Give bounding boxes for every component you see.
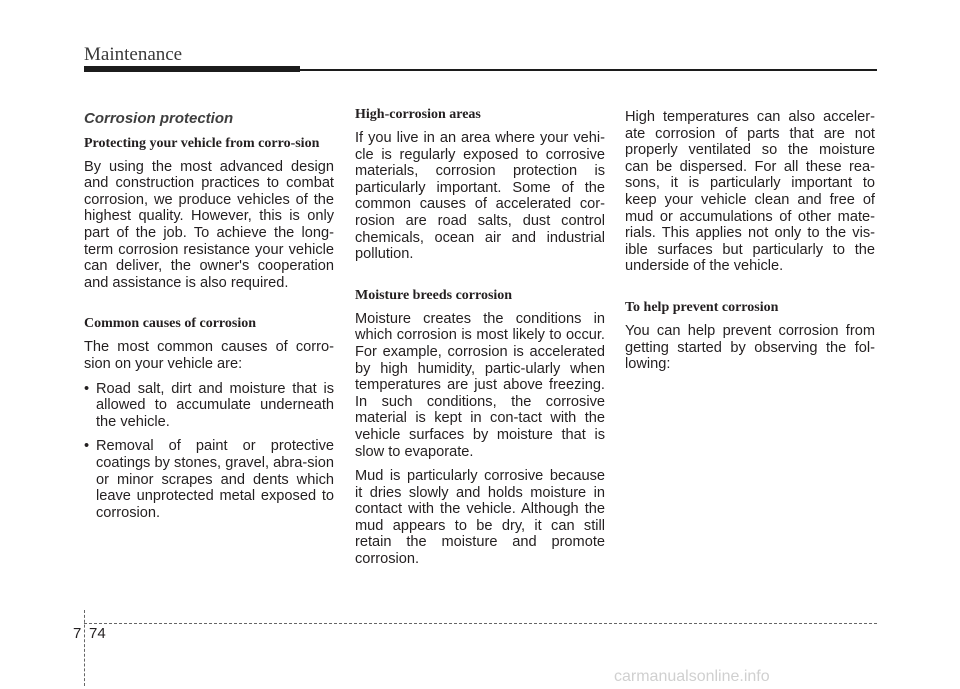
paragraph-protecting: By using the most advanced design and construction practices to combat corrosion, we produce vehicles of the highest quality. However, this is only part of the job. To achieve the long-term corrosion resistance your vehicle can deliver, the owner's cooperation and assistance is also required. bbox=[84, 158, 334, 291]
section-title: Corrosion protection bbox=[84, 110, 234, 127]
section-number: 7 bbox=[73, 625, 82, 642]
column-1 bbox=[84, 107, 334, 529]
paragraph-high-temperatures: High temperatures can also acceler-ate corrosion of parts that are not properly ventilated so the moisture can be dispersed. For all these rea-sons, it is particularly important to keep your vehicle clean and free of mud or accumulations of other mate-rials. This applies not only to the vis-ible surfaces but particularly to the underside of the vehicle. bbox=[625, 109, 875, 275]
page-header-title: Maintenance bbox=[84, 44, 183, 65]
subheading-protecting: Protecting your vehicle from corro-sion bbox=[84, 135, 320, 151]
header-rule-thin bbox=[300, 69, 877, 71]
page-number: 74 bbox=[89, 625, 106, 642]
bullet-icon: • bbox=[84, 380, 90, 397]
paragraph-common-causes: The most common causes of corro-sion on your vehicle are: bbox=[84, 339, 334, 372]
footer-divider bbox=[84, 623, 877, 624]
subheading-prevent: To help prevent corrosion bbox=[625, 299, 779, 315]
causes-list bbox=[84, 381, 334, 522]
list-item: • Removal of paint or protective coatings by stones, gravel, abra-sion or minor scrapes and dents which leave unprotected metal exposed to corrosion. bbox=[84, 438, 334, 521]
list-item: • Road salt, dirt and moisture that is allowed to accumulate underneath the vehicle. bbox=[84, 380, 334, 430]
column-3 bbox=[625, 109, 875, 381]
paragraph-mud: Mud is particularly corrosive because it dries slowly and holds moisture in contact with the vehicle. Although the mud appears to be dry, it can still retain the moisture and promote corrosion. bbox=[355, 468, 605, 568]
subheading-moisture: Moisture breeds corrosion bbox=[355, 287, 513, 303]
paragraph-prevent: You can help prevent corrosion from getting started by observing the fol-lowing: bbox=[625, 322, 875, 373]
subheading-high-corrosion: High-corrosion areas bbox=[355, 107, 481, 122]
watermark: carmanualsonline.info bbox=[614, 668, 770, 685]
paragraph-high-corrosion: If you live in an area where your vehi-cle is regularly exposed to corrosive materials, corrosion protection is particularly important. Some of the common causes of accelerated cor-rosion are road salts, dust control chemicals, ocean air and industrial pollution. bbox=[355, 130, 605, 263]
column-2 bbox=[355, 107, 605, 576]
footer-vertical-divider bbox=[84, 610, 85, 686]
header-rule-thick bbox=[84, 66, 300, 72]
paragraph-moisture: Moisture creates the conditions in which corrosion is most likely to occur. For example, corrosion is accelerated by high humidity, partic-ularly when temperatures are just above freezing. In such conditions, the corrosive material is kept in con-tact with the vehicle surfaces by moisture that is slow to evaporate. bbox=[355, 310, 605, 460]
subheading-common-causes: Common causes of corrosion bbox=[84, 316, 257, 332]
bullet-icon: • bbox=[84, 438, 90, 455]
